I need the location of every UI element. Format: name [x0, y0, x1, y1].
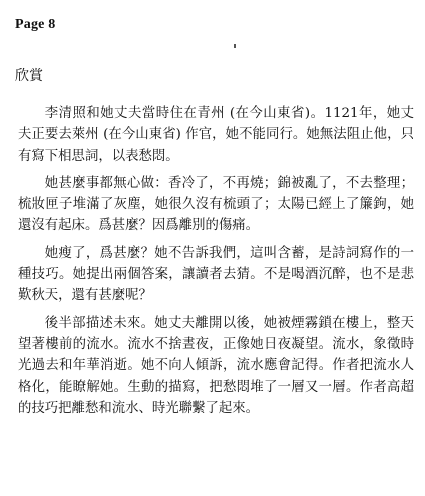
paragraph-3: 她瘦了，爲甚麼？她不告訴我們，這叫含蓄，是詩詞寫作的一種技巧。她提出兩個答案，讓讀者去猜。不是喝酒沉醉，也不是悲歎秋天，還有甚麼呢？ — [18, 245, 414, 304]
paragraph-4: 後半部描述未來。她丈夫離開以後，她被煙霧鎖在樓上，整天望著樓前的流水。流水不捨晝夜，正像她日夜凝望。流水，象徵時光過去和年華消逝。她不向人傾訴，流水應會記得。作者把流水人格化，能瞭解她。生動的描寫，把愁悶堆了一層又一層。作者高超的技巧把離愁和流水、時光聯繫了起來。 — [18, 315, 414, 416]
paragraph-1: 李清照和她丈夫當時住在青州 (在今山東省)。1121年，她丈夫正要去萊州 (在今山東省) 作官，她不能同行。她無法阻止他，只有寫下相思詞，以表愁悶。 — [18, 106, 414, 164]
page-number: Page 8 — [15, 17, 56, 32]
paragraph-2: 她甚麼事都無心做：香冷了，不再燒；錦被亂了，不去整理；梳妝匣子堆滿了灰塵，她很久沒有梳頭了；太陽已經上了簾鉤，她還沒有起床。爲甚麼？因爲離別的傷痛。 — [18, 175, 414, 234]
body-text — [18, 103, 414, 425]
scan-mark — [234, 44, 236, 48]
section-title: 欣賞 — [15, 68, 43, 84]
